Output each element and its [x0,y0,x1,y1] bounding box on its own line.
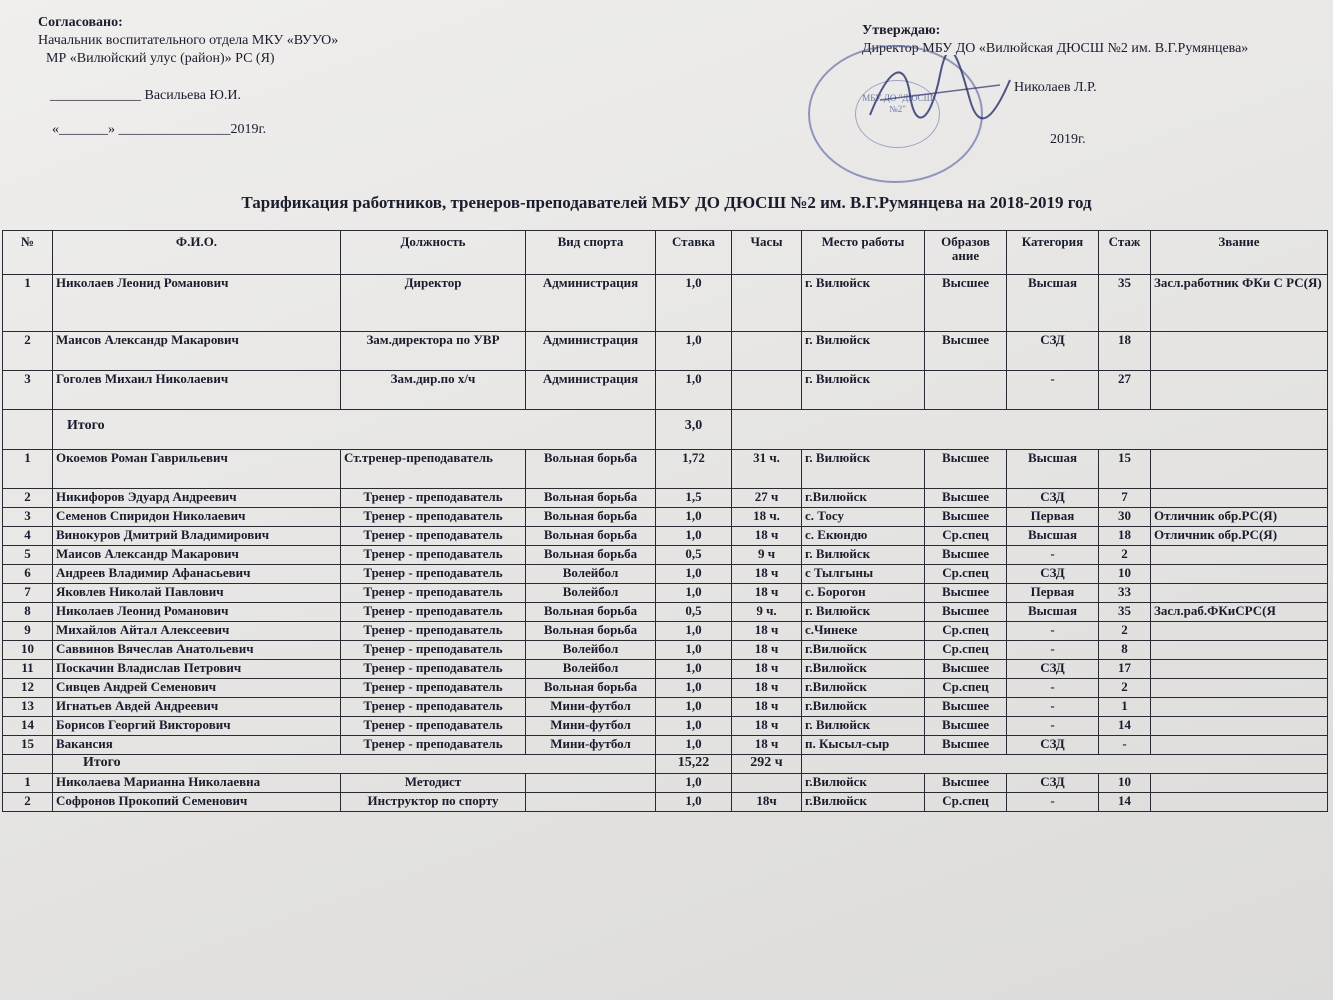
cell-rate: 0,5 [656,546,732,565]
cell-education: Высшее [925,603,1007,622]
cell-title: Отличник обр.РС(Я) [1151,508,1328,527]
admin-total-rate: 3,0 [656,410,732,450]
table-row [3,641,1328,660]
cell-rate: 1,0 [656,332,732,371]
cell-title [1151,332,1328,371]
cell-education: Ср.спец [925,622,1007,641]
cell-sport: Вольная борьба [526,546,656,565]
cell-title [1151,698,1328,717]
cell-position: Тренер - преподаватель [341,622,526,641]
cell-experience: 30 [1099,508,1151,527]
cell-hours: 18 ч [732,660,802,679]
cell-title [1151,622,1328,641]
cell-education: Высшее [925,450,1007,489]
cell-experience: 27 [1099,371,1151,410]
table-row [3,546,1328,565]
cell-hours [732,275,802,332]
cell-rate: 1,5 [656,489,732,508]
cell-hours [732,332,802,371]
cell-num: 14 [3,717,53,736]
cell-title: Отличник обр.РС(Я) [1151,527,1328,546]
table-row [3,371,1328,410]
cell-experience: 14 [1099,717,1151,736]
cell-experience: 15 [1099,450,1151,489]
cell-experience: 18 [1099,527,1151,546]
cell-hours: 18 ч [732,584,802,603]
cell-title: Засл.работник ФКи С РС(Я) [1151,275,1328,332]
cell-sport: Вольная борьба [526,679,656,698]
cell-category: СЗД [1007,489,1099,508]
cell-experience: 10 [1099,565,1151,584]
table-row [3,332,1328,371]
cell-title [1151,450,1328,489]
cell-workplace: с. Борогон [802,584,925,603]
coach-total-label: Итого [53,755,656,774]
cell-hours [732,371,802,410]
coach-total-hours: 292 ч [732,755,802,774]
cell-education: Высшее [925,584,1007,603]
table-row [3,736,1328,755]
col-header-sport: Вид спорта [526,231,656,275]
cell-education: Ср.спец [925,793,1007,812]
cell-num: 9 [3,622,53,641]
cell-position: Методист [341,774,526,793]
cell-title [1151,584,1328,603]
cell-num: 8 [3,603,53,622]
cell-position: Тренер - преподаватель [341,584,526,603]
approved-date: 2019г. [1050,132,1086,147]
cell-rate: 1,0 [656,736,732,755]
cell-category: - [1007,698,1099,717]
cell-experience: 1 [1099,698,1151,717]
cell-workplace: г.Вилюйск [802,641,925,660]
cell-title [1151,717,1328,736]
cell-hours: 18 ч [732,736,802,755]
col-header-category: Категория [1007,231,1099,275]
cell-sport: Администрация [526,275,656,332]
cell-workplace: г.Вилюйск [802,660,925,679]
table-row [3,793,1328,812]
cell-hours: 9 ч [732,546,802,565]
cell-experience: 35 [1099,275,1151,332]
table-row [3,717,1328,736]
cell-experience: 33 [1099,584,1151,603]
cell-education: Высшее [925,660,1007,679]
cell-hours: 18 ч [732,679,802,698]
cell-position: Ст.тренер-преподаватель [341,450,526,489]
cell-category: - [1007,679,1099,698]
cell-experience: 7 [1099,489,1151,508]
cell-name: Софронов Прокопий Семенович [53,793,341,812]
cell-sport [526,774,656,793]
cell-rate: 1,0 [656,371,732,410]
cell-rate: 1,0 [656,793,732,812]
cell-rate: 1,0 [656,641,732,660]
cell-rate: 1,0 [656,660,732,679]
cell-title [1151,546,1328,565]
cell-education: Высшее [925,332,1007,371]
cell-sport: Волейбол [526,660,656,679]
cell-education: Высшее [925,774,1007,793]
cell-category: СЗД [1007,774,1099,793]
cell-category: СЗД [1007,660,1099,679]
cell-num: 1 [3,774,53,793]
cell-num: 3 [3,508,53,527]
cell-education: Высшее [925,698,1007,717]
cell-num: 2 [3,793,53,812]
agreed-label: Согласовано: [38,15,123,30]
cell-category: СЗД [1007,332,1099,371]
cell-hours: 27 ч [732,489,802,508]
col-header-position: Должность [341,231,526,275]
cell-sport: Администрация [526,371,656,410]
cell-hours: 18 ч [732,622,802,641]
cell-education [925,371,1007,410]
cell-experience: 35 [1099,603,1151,622]
cell-title [1151,371,1328,410]
admin-total-label: Итого [53,410,656,450]
cell-sport [526,793,656,812]
table-row [3,679,1328,698]
agreed-organization: МР «Вилюйский улус (район)» РС (Я) [46,51,275,66]
cell-num: 15 [3,736,53,755]
cell-category: Высшая [1007,527,1099,546]
cell-num: 1 [3,450,53,489]
cell-sport: Вольная борьба [526,527,656,546]
table-row [3,660,1328,679]
cell-workplace: с. Тосу [802,508,925,527]
cell-workplace: г. Вилюйск [802,332,925,371]
cell-hours: 18 ч. [732,508,802,527]
cell-position: Тренер - преподаватель [341,679,526,698]
cell-position: Тренер - преподаватель [341,603,526,622]
cell-num: 10 [3,641,53,660]
cell-name: Сивцев Андрей Семенович [53,679,341,698]
table-row [3,565,1328,584]
agreed-position: Начальник воспитательного отдела МКУ «ВУУО» [38,33,339,48]
cell-title [1151,679,1328,698]
cell-name: Вакансия [53,736,341,755]
cell-empty [3,410,53,450]
cell-position: Директор [341,275,526,332]
cell-sport: Мини-футбол [526,717,656,736]
cell-rate: 1,72 [656,450,732,489]
cell-hours [732,774,802,793]
cell-workplace: г. Вилюйск [802,603,925,622]
cell-sport: Вольная борьба [526,489,656,508]
cell-num: 2 [3,332,53,371]
cell-workplace: г.Вилюйск [802,774,925,793]
cell-hours: 18 ч [732,717,802,736]
cell-position: Тренер - преподаватель [341,641,526,660]
cell-hours: 18 ч [732,565,802,584]
cell-workplace: г. Вилюйск [802,450,925,489]
tariff-table [2,230,1328,812]
col-header-experience: Стаж [1099,231,1151,275]
col-header-title: Звание [1151,231,1328,275]
coach-total-row [3,755,1328,774]
cell-position: Зам.директора по УВР [341,332,526,371]
cell-position: Тренер - преподаватель [341,698,526,717]
cell-education: Высшее [925,275,1007,332]
cell-rate: 1,0 [656,679,732,698]
cell-experience: 8 [1099,641,1151,660]
cell-category: - [1007,641,1099,660]
col-header-hours: Часы [732,231,802,275]
table-row [3,489,1328,508]
cell-num: 5 [3,546,53,565]
cell-name: Винокуров Дмитрий Владимирович [53,527,341,546]
cell-education: Высшее [925,717,1007,736]
cell-education: Высшее [925,736,1007,755]
cell-sport: Волейбол [526,641,656,660]
cell-rate: 0,5 [656,603,732,622]
cell-position: Тренер - преподаватель [341,717,526,736]
cell-empty [3,755,53,774]
table-row [3,527,1328,546]
cell-name: Михайлов Айтал Алексеевич [53,622,341,641]
cell-rate: 1,0 [656,698,732,717]
table-row [3,584,1328,603]
cell-category: Высшая [1007,275,1099,332]
cell-education: Высшее [925,489,1007,508]
cell-sport: Волейбол [526,584,656,603]
cell-rate: 1,0 [656,527,732,546]
cell-title [1151,774,1328,793]
admin-total-row [3,410,1328,450]
cell-name: Гоголев Михаил Николаевич [53,371,341,410]
approved-label: Утверждаю: [862,23,941,38]
cell-position: Тренер - преподаватель [341,508,526,527]
cell-workplace: г. Вилюйск [802,275,925,332]
cell-num: 13 [3,698,53,717]
cell-experience: 2 [1099,622,1151,641]
cell-category: - [1007,371,1099,410]
cell-experience: - [1099,736,1151,755]
table-row [3,450,1328,489]
cell-experience: 2 [1099,679,1151,698]
cell-name: Никифоров Эдуард Андреевич [53,489,341,508]
cell-num: 3 [3,371,53,410]
coach-total-rate: 15,22 [656,755,732,774]
cell-education: Высшее [925,546,1007,565]
cell-name: Николаев Леонид Романович [53,603,341,622]
cell-position: Инструктор по спорту [341,793,526,812]
cell-title [1151,565,1328,584]
cell-category: - [1007,793,1099,812]
cell-experience: 17 [1099,660,1151,679]
cell-sport: Администрация [526,332,656,371]
cell-experience: 2 [1099,546,1151,565]
cell-category: СЗД [1007,565,1099,584]
table-row [3,622,1328,641]
cell-workplace: г.Вилюйск [802,489,925,508]
cell-workplace: с Тылгыны [802,565,925,584]
cell-name: Маисов Александр Макарович [53,546,341,565]
cell-rate: 1,0 [656,508,732,527]
cell-category: Высшая [1007,603,1099,622]
cell-hours: 18 ч [732,698,802,717]
cell-hours: 18 ч [732,641,802,660]
cell-hours: 9 ч. [732,603,802,622]
cell-education: Ср.спец [925,527,1007,546]
cell-title [1151,489,1328,508]
cell-name: Окоемов Роман Гаврильевич [53,450,341,489]
cell-title [1151,660,1328,679]
cell-name: Поскачин Владислав Петрович [53,660,341,679]
document-title: Тарификация работников, тренеров-преподавателей МБУ ДО ДЮСШ №2 им. В.Г.Румянцева на 2018-2019 год [241,193,1092,212]
cell-num: 7 [3,584,53,603]
approved-position: Директор МБУ ДО «Вилюйская ДЮСШ №2 им. В.Г.Румянцева» [862,41,1249,56]
cell-num: 11 [3,660,53,679]
cell-num: 4 [3,527,53,546]
cell-category: Первая [1007,508,1099,527]
cell-sport: Мини-футбол [526,736,656,755]
cell-rate: 1,0 [656,584,732,603]
cell-category: Первая [1007,584,1099,603]
cell-workplace: с. Екюндю [802,527,925,546]
cell-title [1151,736,1328,755]
approval-block-left [38,14,458,139]
cell-name: Николаев Леонид Романович [53,275,341,332]
cell-position: Тренер - преподаватель [341,660,526,679]
cell-category: СЗД [1007,736,1099,755]
cell-hours: 31 ч. [732,450,802,489]
cell-workplace: г.Вилюйск [802,698,925,717]
cell-sport: Мини-футбол [526,698,656,717]
cell-empty [802,755,1328,774]
cell-rate: 1,0 [656,565,732,584]
cell-name: Игнатьев Авдей Андреевич [53,698,341,717]
table-row [3,698,1328,717]
cell-education: Высшее [925,508,1007,527]
cell-empty [732,410,1328,450]
col-header-workplace: Место работы [802,231,925,275]
table-row [3,603,1328,622]
cell-workplace: п. Кысыл-сыр [802,736,925,755]
cell-name: Андреев Владимир Афанасьевич [53,565,341,584]
col-header-name: Ф.И.О. [53,231,341,275]
cell-sport: Вольная борьба [526,508,656,527]
cell-title [1151,641,1328,660]
cell-category: - [1007,622,1099,641]
cell-hours: 18ч [732,793,802,812]
cell-position: Тренер - преподаватель [341,546,526,565]
cell-sport: Вольная борьба [526,622,656,641]
cell-hours: 18 ч [732,527,802,546]
table-row [3,508,1328,527]
cell-workplace: с.Чинеке [802,622,925,641]
cell-category: - [1007,717,1099,736]
cell-num: 1 [3,275,53,332]
cell-name: Маисов Александр Макарович [53,332,341,371]
agreed-signer: _____________ Васильева Ю.И. [50,88,241,103]
col-header-education: Образов ание [925,231,1007,275]
cell-num: 2 [3,489,53,508]
cell-name: Яковлев Николай Павлович [53,584,341,603]
agreed-date: «_______» ________________2019г. [52,122,267,137]
cell-num: 6 [3,565,53,584]
cell-workplace: г.Вилюйск [802,679,925,698]
stamp-text: МБУ ДО "ДЮСШ №2" [862,93,933,114]
cell-category: Высшая [1007,450,1099,489]
cell-position: Тренер - преподаватель [341,736,526,755]
cell-position: Тренер - преподаватель [341,565,526,584]
cell-rate: 1,0 [656,275,732,332]
table-header-row [3,231,1328,275]
cell-sport: Волейбол [526,565,656,584]
cell-position: Зам.дир.по х/ч [341,371,526,410]
table-body [3,275,1328,812]
cell-workplace: г. Вилюйск [802,546,925,565]
cell-position: Тренер - преподаватель [341,527,526,546]
cell-workplace: г. Вилюйск [802,717,925,736]
cell-position: Тренер - преподаватель [341,489,526,508]
cell-sport: Вольная борьба [526,450,656,489]
cell-num: 12 [3,679,53,698]
cell-workplace: г. Вилюйск [802,371,925,410]
cell-workplace: г.Вилюйск [802,793,925,812]
cell-name: Семенов Спиридон Николаевич [53,508,341,527]
cell-category: - [1007,546,1099,565]
cell-rate: 1,0 [656,717,732,736]
table-row [3,275,1328,332]
cell-name: Борисов Георгий Викторович [53,717,341,736]
cell-title [1151,793,1328,812]
table-row [3,774,1328,793]
col-header-num: № [3,231,53,275]
cell-experience: 10 [1099,774,1151,793]
cell-education: Ср.спец [925,641,1007,660]
approved-signer: Николаев Л.Р. [1014,80,1097,95]
cell-name: Саввинов Вячеслав Анатольевич [53,641,341,660]
cell-education: Ср.спец [925,679,1007,698]
col-header-rate: Ставка [656,231,732,275]
cell-experience: 18 [1099,332,1151,371]
cell-title: Засл.раб.ФКиСРС(Я [1151,603,1328,622]
cell-experience: 14 [1099,793,1151,812]
cell-rate: 1,0 [656,774,732,793]
cell-education: Ср.спец [925,565,1007,584]
cell-name: Николаева Марианна Николаевна [53,774,341,793]
signature-icon [860,55,1020,135]
cell-rate: 1,0 [656,622,732,641]
cell-sport: Вольная борьба [526,603,656,622]
